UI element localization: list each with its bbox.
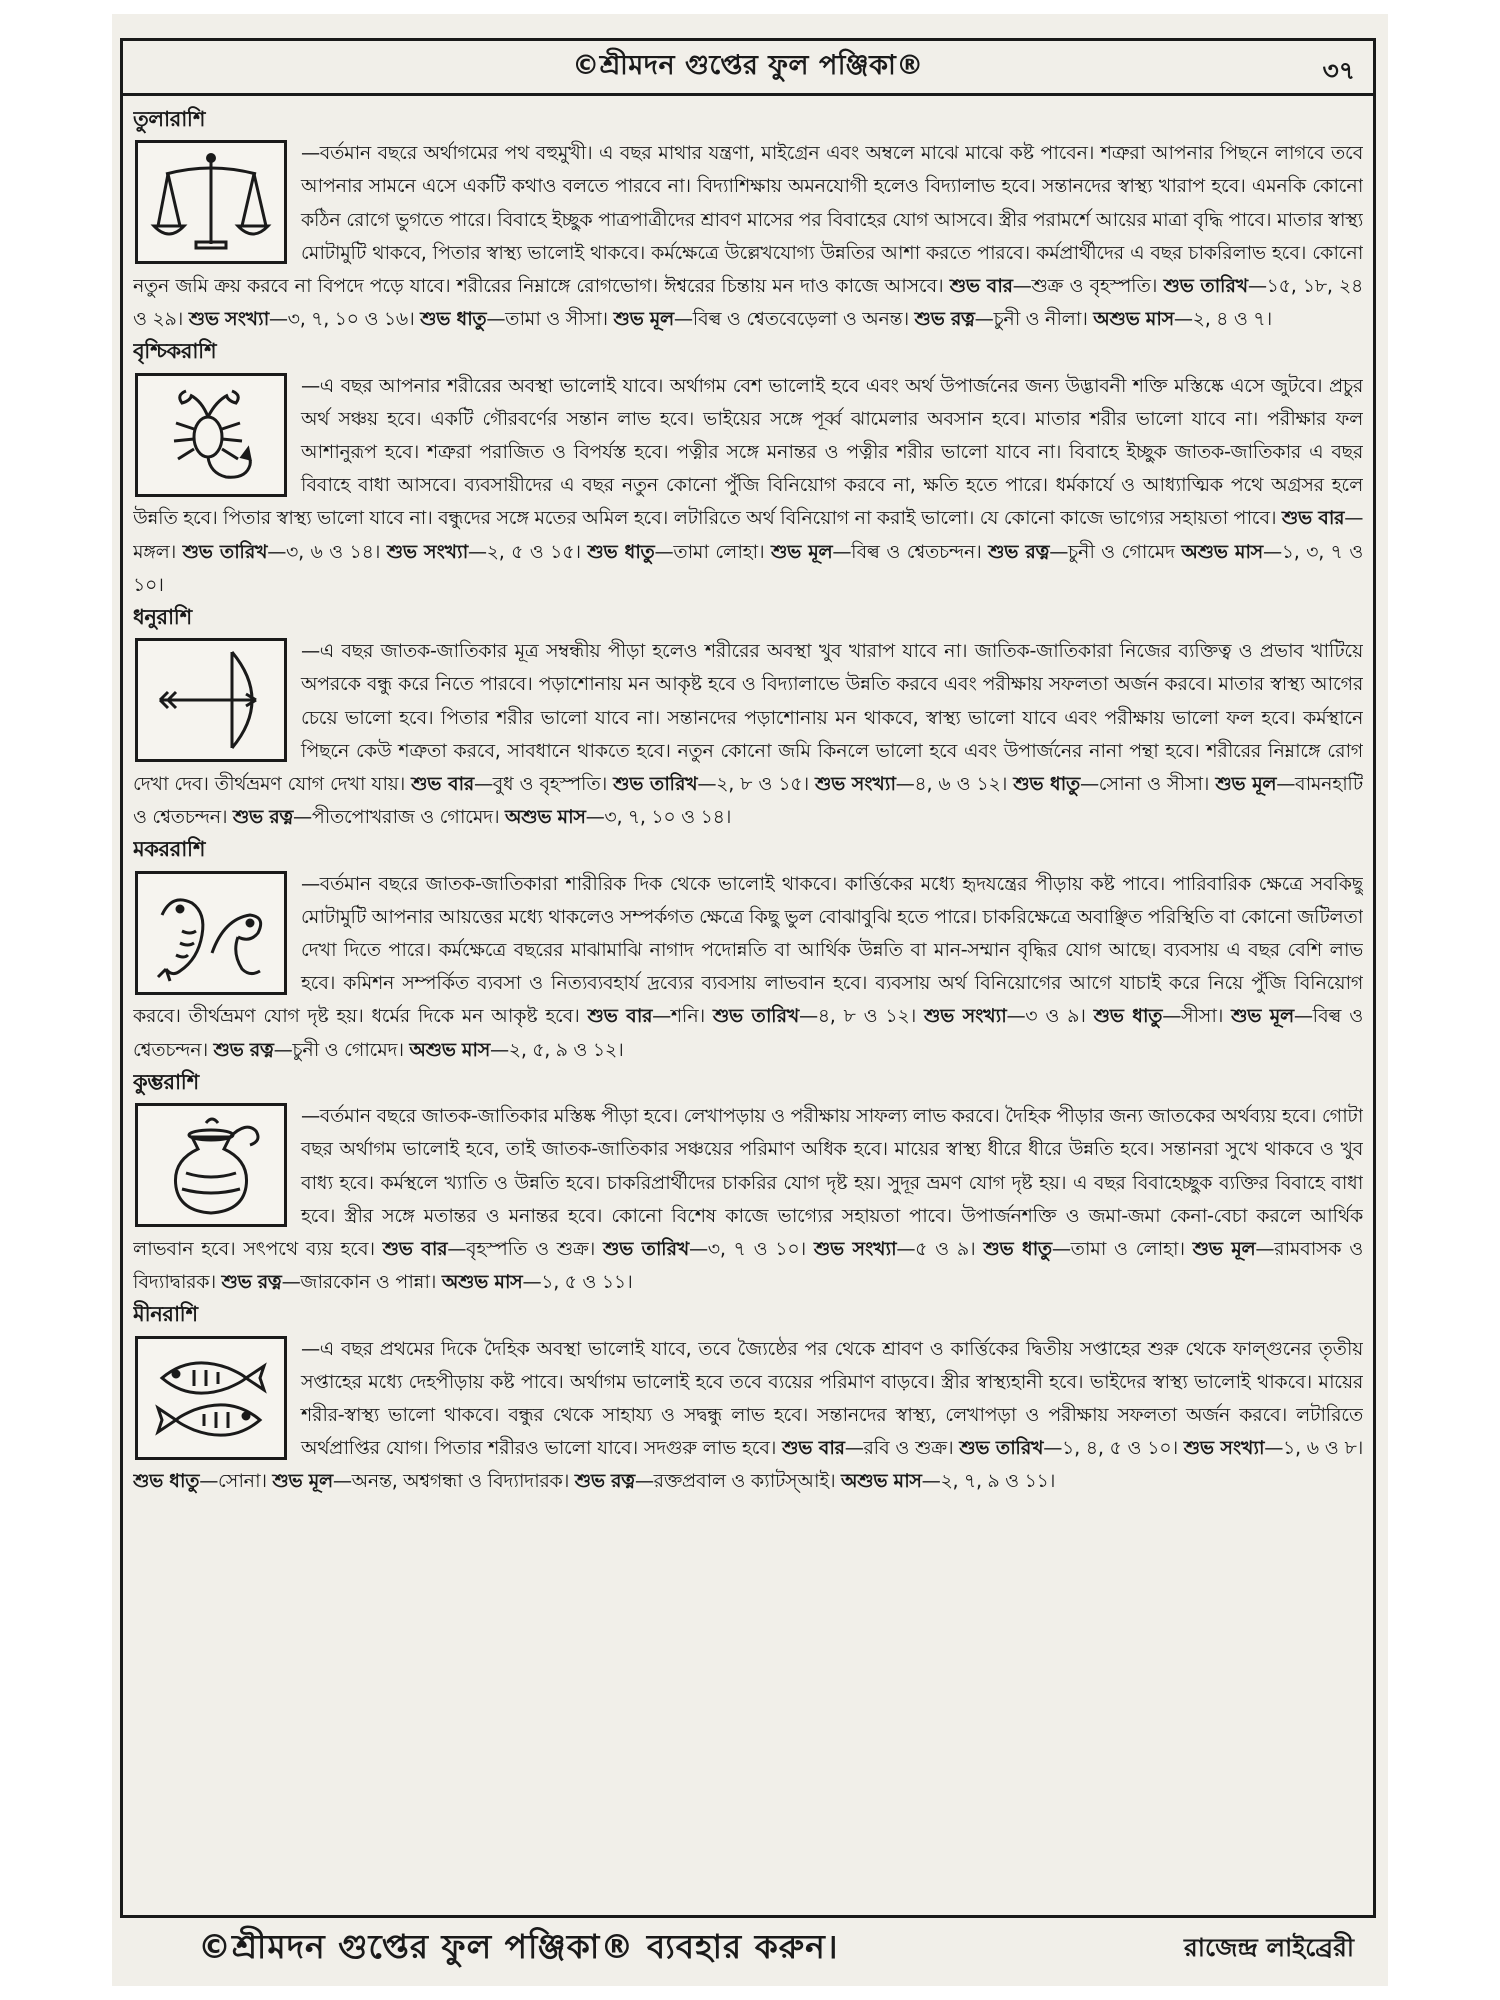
fact-label: অশুভ মাস xyxy=(504,805,586,829)
fact-label: শুভ বার xyxy=(411,772,474,796)
fact-label: শুভ রত্ন xyxy=(213,1037,274,1061)
fact-label: শুভ ধাতু xyxy=(983,1236,1052,1260)
fact-label: শুভ রত্ন xyxy=(221,1270,282,1294)
fact-value: —চুনী ও নীলা। xyxy=(974,307,1094,331)
rashi-paragraph xyxy=(133,335,1363,601)
fact-label: শুভ মূল xyxy=(770,539,833,563)
fact-label: শুভ রত্ন xyxy=(914,307,975,331)
fact-label: শুভ তারিখ xyxy=(613,772,698,796)
rashi-section xyxy=(133,1298,1363,1497)
rashi-name: মকররাশি xyxy=(133,837,205,862)
footer-slogan: ©শ্রীমদন গুপ্তের ফুল পঞ্জিকা® ব্যবহার করুন। xyxy=(198,1927,839,1966)
fact-label: শুভ ধাতু xyxy=(587,539,655,563)
fact-value: —বিল্ব ও শ্বেতবেড়েলা ও অনন্ত। xyxy=(673,307,915,331)
fact-value: —জারকোন ও পান্না। xyxy=(281,1270,442,1294)
rashi-description: —বর্তমান বছরে জাতক-জাতিকার মস্তিষ্ক পীড়া হবে। লেখাপড়ায় ও পরীক্ষায় সাফল্য লাভ করবে। দৈহিক পীড়ার জন্য জাতকের অর্থব্যয় হবে। গোটা বছর অর্থাগম ভালোই হবে, তাই জাতক-জাতিকার সঞ্চয়ের পরিমাণ অধিক হবে। মায়ের স্বাস্থ্য ধীরে ধীরে উন্নতি হবে। সন্তানরা সুখে থাকবে ও খুব বাধ্য হবে। কর্মস্থলে খ্যাতি ও উন্নতি হবে। চাকরিপ্রার্থীদের চাকরির যোগ দৃষ্ট হয়। সুদূর ভ্রমণ যোগ দৃষ্ট হয়। এ বছর বিবাহেচ্ছুক ব্যক্তির বিবাহে বাধা হবে। স্ত্রীর সঙ্গে মতান্তর ও মনান্তর হবে। কোনো বিশেষ কাজে ভাগ্যের সহায়তা পাবে। উপার্জনশক্তি ও জমা-জমা কেনা-বেচা করলে আর্থিক লাভবান হবে। সৎপথে ব্যয় হবে। xyxy=(133,1104,1363,1260)
libra-scales-icon xyxy=(135,140,287,264)
fact-label: শুভ মূল xyxy=(1192,1236,1256,1260)
fact-label: শুভ রত্ন xyxy=(988,539,1050,563)
fact-label: শুভ বার xyxy=(782,1436,845,1460)
fact-value: —রামবাসক ও বিদ্যাদ্বারক। xyxy=(133,1236,1363,1294)
rashi-description: —বর্তমান বছরে জাতক-জাতিকারা শারীরিক দিক থেকে ভালোই থাকবে। কার্ত্তিকের মধ্যে হৃদযন্ত্রের পীড়ায় কষ্ট পাবে। পারিবারিক ক্ষেত্রে সবকিছু মোটামুটি আপনার আয়ত্তের মধ্যে থাকলেও সম্পর্কগত ক্ষেত্রে কিছু ভুল বোঝাবুঝি হতে পারে। চাকরিক্ষেত্রে অবাঞ্ছিত পরিস্থিতি বা কোনো জটিলতা দেখা দিতে পারে। কর্মক্ষেত্রে বছরের মাঝামাঝি নাগাদ পদোন্নতি বা আর্থিক উন্নতি বা মান-সম্মান বৃদ্ধির যোগ আছে। ব্যবসায় এ বছর বেশি লাভ হবে। কমিশন সম্পর্কিত ব্যবসা ও নিত্যব্যবহার্য দ্রব্যের ব্যবসায় লাভবান হবে। ব্যবসায় অর্থ বিনিয়োগের আগে যাচাই করে নিয়ে পুঁজি বিনিয়োগ করবে। তীর্থভ্রমণ যোগ দৃষ্ট হয়। ধর্মের দিকে মন আকৃষ্ট হবে। xyxy=(133,871,1363,1028)
fact-label: অশুভ মাস xyxy=(841,1469,922,1493)
rashi-name: বৃশ্চিকরাশি xyxy=(133,339,217,364)
footer-publisher: রাজেন্দ্র লাইব্রেরী xyxy=(1184,1932,1354,1962)
almanac-page xyxy=(112,14,1388,1986)
fact-label: শুভ মূল xyxy=(272,1469,333,1493)
fact-value: —অনন্ত, অশ্বগন্ধা ও বিদ্যাদারক। xyxy=(332,1469,575,1493)
fact-value: —৫ ও ৯। xyxy=(896,1236,984,1260)
fact-value: —২, ৫ ও ১৫। xyxy=(467,539,588,563)
fact-value: —৪, ৮ ও ১২। xyxy=(798,1004,924,1028)
fact-value: —১, ৫ ও ১১। xyxy=(522,1270,633,1294)
water-pot-icon xyxy=(135,1103,287,1227)
fact-label: শুভ তারিখ xyxy=(959,1436,1044,1460)
fact-value: —২, ৫, ৯ ও ১২। xyxy=(489,1037,624,1061)
fact-value: —১, ৩, ৭ ও ১০। xyxy=(133,539,1363,596)
makara-sea-creature-icon xyxy=(135,871,287,995)
fact-value: —বিল্ব ও শ্বেতচন্দন। xyxy=(133,1004,1363,1061)
rashi-name: কুম্ভরাশি xyxy=(133,1069,199,1094)
fact-value: —৩, ৭ ও ১০। xyxy=(688,1236,814,1260)
fact-value: —সোনা ও সীসা। xyxy=(1079,772,1216,796)
rashi-section xyxy=(133,335,1363,601)
fact-value: —তামা ও সীসা। xyxy=(486,307,614,331)
rashi-description: —এ বছর আপনার শরীরের অবস্থা ভালোই যাবে। অর্থাগম বেশ ভালোই হবে এবং অর্থ উপার্জনের জন্য উদ্ভাবনী শক্তি মস্তিষ্কে এসে জুটবে। প্রচুর অর্থ সঞ্চয় হবে। একটি গৌরবর্ণের সন্তান লাভ হবে। ভাইয়ের সঙ্গে পূর্ব্ব ঝামেলার অবসান হবে। মাতার শরীর ভালো যাবে না। পরীক্ষার ফল আশানুরূপ হবে। শত্রুরা পরাজিত ও বিপর্যস্ত হবে। পত্নীর সঙ্গে মনান্তর ও পত্নীর শরীর ভালো যাবে না। বিবাহে ইচ্ছুক জাতক-জাতিকার এ বছর বিবাহে বাধা আসবে। ব্যবসায়ীদের এ বছর নতুন কোনো পুঁজি বিনিয়োগ করবে না, ক্ষতি হতে পারে। ধর্মকার্যে ও আধ্যাত্মিক পথে অগ্রসর হলে উন্নতি হবে। পিতার স্বাস্থ্য ভালো যাবে না। বন্ধুদের সঙ্গে মতের অমিল হবে। লটারিতে অর্থ বিনিয়োগ না করাই ভালো। যে কোনো কাজে ভাগ্যের সহায়তা পাবে। xyxy=(133,373,1363,530)
fact-label: শুভ রত্ন xyxy=(232,805,294,829)
fact-value: —সীসা। xyxy=(1162,1004,1232,1028)
fact-label: শুভ সংখ্যা xyxy=(923,1004,1007,1028)
fact-label: শুভ সংখ্যা xyxy=(1183,1436,1265,1460)
rashi-description: —এ বছর প্রথমের দিকে দৈহিক অবস্থা ভালোই যাবে, তবে জ্যৈষ্ঠের পর থেকে শ্রাবণ ও কার্ত্তিকের দ্বিতীয় সপ্তাহের শুরু থেকে ফাল্গুনের তৃতীয় সপ্তাহের মধ্যে দেহপীড়ায় কষ্ট পাবে। অর্থাগম ভালোই হবে তবে ব্যয়ের পরিমাণ বাড়বে। স্ত্রীর স্বাস্থ্যহানী হবে। ভাইদের স্বাস্থ্য ভালোই থাকবে। মায়ের শরীর-স্বাস্থ্য ভালো থাকবে। বন্ধুর থেকে সাহায্য ও সদ্বন্ধু লাভ হবে। সন্তানদের স্বাস্থ্য, লেখাপড়া ও পরীক্ষায় সফলতা অর্জন করবে। লটারিতে অর্থপ্রাপ্তির যোগ। পিতার শরীরও ভালো যাবে। সদগুরু লাভ হবে। xyxy=(301,1336,1363,1460)
fact-label: শুভ তারিখ xyxy=(603,1236,689,1260)
fact-value: —রক্তপ্রবাল ও ক্যাটস্আই। xyxy=(634,1469,842,1493)
fact-label: শুভ বার xyxy=(949,274,1013,298)
fact-value: —২, ৭, ৯ ও ১১। xyxy=(921,1469,1056,1493)
fact-value: —১, ৬ ও ৮। xyxy=(1264,1436,1363,1460)
fact-value: —বিল্ব ও শ্বেতচন্দন। xyxy=(832,539,989,563)
fact-value: —৩, ৬ ও ১৪। xyxy=(267,539,387,563)
fact-label: অশুভ মাস xyxy=(1181,539,1263,563)
fact-label: শুভ সংখ্যা xyxy=(813,1236,897,1260)
page-footer xyxy=(112,1924,1388,1974)
fact-value: —১৫, ১৮, ২৪ ও ২৯। xyxy=(133,274,1363,331)
rashi-description: —বর্তমান বছরে অর্থাগমের পথ বহুমুখী। এ বছর মাথার যন্ত্রণা, মাইগ্রেন এবং অম্বলে মাঝে মাঝে কষ্ট পাবেন। শত্রুরা আপনার পিছনে লাগবে তবে আপনার সামনে এসে একটি কথাও বলতে পারবে না। বিদ্যাশিক্ষায় অমনযোগী হলেও বিদ্যালাভ হবে। সন্তানদের স্বাস্থ্য খারাপ হবে। এমনকি কোনো কঠিন রোগে ভুগতে পারে। বিবাহে ইচ্ছুক পাত্রপাত্রীদের শ্রাবণ মাসের পর বিবাহের যোগ আসবে। স্ত্রীর পরামর্শে আয়ের মাত্রা বৃদ্ধি পাবে। মাতার স্বাস্থ্য মোটামুটি থাকবে, পিতার স্বাস্থ্য ভালোই থাকবে। কর্মক্ষেত্রে উল্লেখযোগ্য উন্নতির আশা করতে পারবে। কর্মপ্রার্থীদের এ বছর চাকরিলাভ হবে। কোনো নতুন জমি ক্রয় করবে না বিপদে পড়ে যাবে। শরীরের নিম্নাঙ্গে রোগভোগ। ঈশ্বরের চিন্তায় মন দাও কাজে আসবে। xyxy=(133,141,1363,298)
fact-label: শুভ বার xyxy=(382,1236,448,1260)
fact-label: শুভ মূল xyxy=(1231,1004,1294,1028)
rashi-paragraph xyxy=(133,103,1363,335)
fact-value: —শনি। xyxy=(652,1004,713,1028)
rashi-section xyxy=(133,601,1363,833)
fact-value: —মঙ্গল। xyxy=(133,506,1363,563)
almanac-title: ©শ্রীমদন গুপ্তের ফুল পঞ্জিকা® xyxy=(572,49,924,81)
rashi-list xyxy=(123,96,1373,1498)
fact-value: —চুনী ও গোমেদ। xyxy=(273,1037,410,1061)
fact-label: শুভ সংখ্যা xyxy=(386,539,468,563)
fact-value: —৩ ও ৯। xyxy=(1006,1004,1094,1028)
fact-value: —শুক্র ও বৃহস্পতি। xyxy=(1012,274,1164,298)
fact-label: শুভ বার xyxy=(587,1004,653,1028)
fact-label: শুভ তারিখ xyxy=(712,1004,799,1028)
fact-label: অশুভ মাস xyxy=(441,1270,523,1294)
fact-value: —বামনহাটি ও শ্বেতচন্দন। xyxy=(133,772,1363,829)
fact-label: শুভ ধাতু xyxy=(1093,1004,1163,1028)
page-header xyxy=(123,41,1373,96)
rashi-description: —এ বছর জাতক-জাতিকার মূত্র সম্বন্ধীয় পীড়া হলেও শরীরের অবস্থা খুব খারাপ যাবে না। জাতিক-জাতিকারা নিজের ব্যক্তিত্ব ও প্রভাব খাটিয়ে অপরকে বন্ধু করে নিতে পারবে। পড়াশোনায় মন আকৃষ্ট হবে ও বিদ্যালাভে উন্নতি করবে এবং পরীক্ষায় সফলতা অর্জন করবে। মাতার স্বাস্থ্য আগের চেয়ে ভালো হবে। পিতার শরীর ভালো যাবে না। সন্তানদের পড়াশোনায় মন থাকবে, স্বাস্থ্য ভালো যাবে এবং পরীক্ষায় ভালো ফল হবে। কর্মস্থানে পিছনে কেউ শত্রুতা করবে, সাবধানে থাকতে হবে। নতুন কোনো জমি কিনলে ভালো হবে এবং উপার্জনের নানা পন্থা হবে। শরীরের নিম্নাঙ্গে রোগ দেখা দেব। তীর্থভ্রমণ যোগ দেখা যায়। xyxy=(133,639,1363,796)
fact-label: শুভ তারিখ xyxy=(1163,274,1248,298)
scorpion-icon xyxy=(135,373,287,497)
rashi-paragraph xyxy=(133,601,1363,833)
page-number: ৩৭ xyxy=(1322,56,1355,85)
fact-value: —তামা লোহা। xyxy=(654,539,771,563)
rashi-paragraph xyxy=(133,1298,1363,1497)
rashi-paragraph xyxy=(133,833,1363,1065)
fact-value: —সোনা। xyxy=(199,1469,273,1493)
fact-label: শুভ ধাতু xyxy=(420,307,487,331)
bow-arrow-icon xyxy=(135,638,287,762)
fact-label: শুভ মূল xyxy=(1215,772,1277,796)
rashi-section xyxy=(133,1066,1363,1298)
fact-value: —বৃহস্পতি ও শুক্র। xyxy=(447,1236,603,1260)
fact-label: অশুভ মাস xyxy=(1093,307,1174,331)
fact-label: শুভ ধাতু xyxy=(133,1469,200,1493)
fact-value: —৩, ৭, ১০ ও ১৪। xyxy=(585,805,732,829)
rashi-name: মীনরাশি xyxy=(133,1302,198,1327)
fact-label: শুভ ধাতু xyxy=(1013,772,1080,796)
page-frame xyxy=(120,38,1376,1918)
fact-value: —৩, ৭, ১০ ও ১৬। xyxy=(268,307,421,331)
fact-value: —১, ৪, ৫ ও ১০। xyxy=(1043,1436,1184,1460)
fact-value: —৪, ৬ ও ১২। xyxy=(895,772,1014,796)
fact-label: শুভ তারিখ xyxy=(182,539,268,563)
fact-value: —২, ৪ ও ৭। xyxy=(1173,307,1272,331)
fact-value: —২, ৮ ও ১৫। xyxy=(697,772,815,796)
fact-label: অশুভ মাস xyxy=(409,1037,490,1061)
fact-value: —পীতপোখরাজ ও গোমেদ। xyxy=(293,805,505,829)
fact-value: —চুনী ও গোমেদ xyxy=(1049,539,1182,563)
twin-fish-icon xyxy=(135,1336,287,1460)
rashi-paragraph xyxy=(133,1066,1363,1298)
rashi-name: ধনুরাশি xyxy=(133,605,192,630)
fact-value: —রবি ও শুক্র। xyxy=(844,1436,960,1460)
rashi-section xyxy=(133,103,1363,335)
fact-label: শুভ সংখ্যা xyxy=(188,307,269,331)
fact-value: —বুধ ও বৃহস্পতি। xyxy=(473,772,614,796)
rashi-section xyxy=(133,833,1363,1065)
fact-label: শুভ সংখ্যা xyxy=(814,772,896,796)
fact-label: শুভ বার xyxy=(1281,506,1345,530)
fact-label: শুভ মূল xyxy=(613,307,674,331)
rashi-name: তুলারাশি xyxy=(133,107,205,131)
fact-value: —তামা ও লোহা। xyxy=(1051,1236,1193,1260)
fact-label: শুভ রত্ন xyxy=(574,1469,635,1493)
